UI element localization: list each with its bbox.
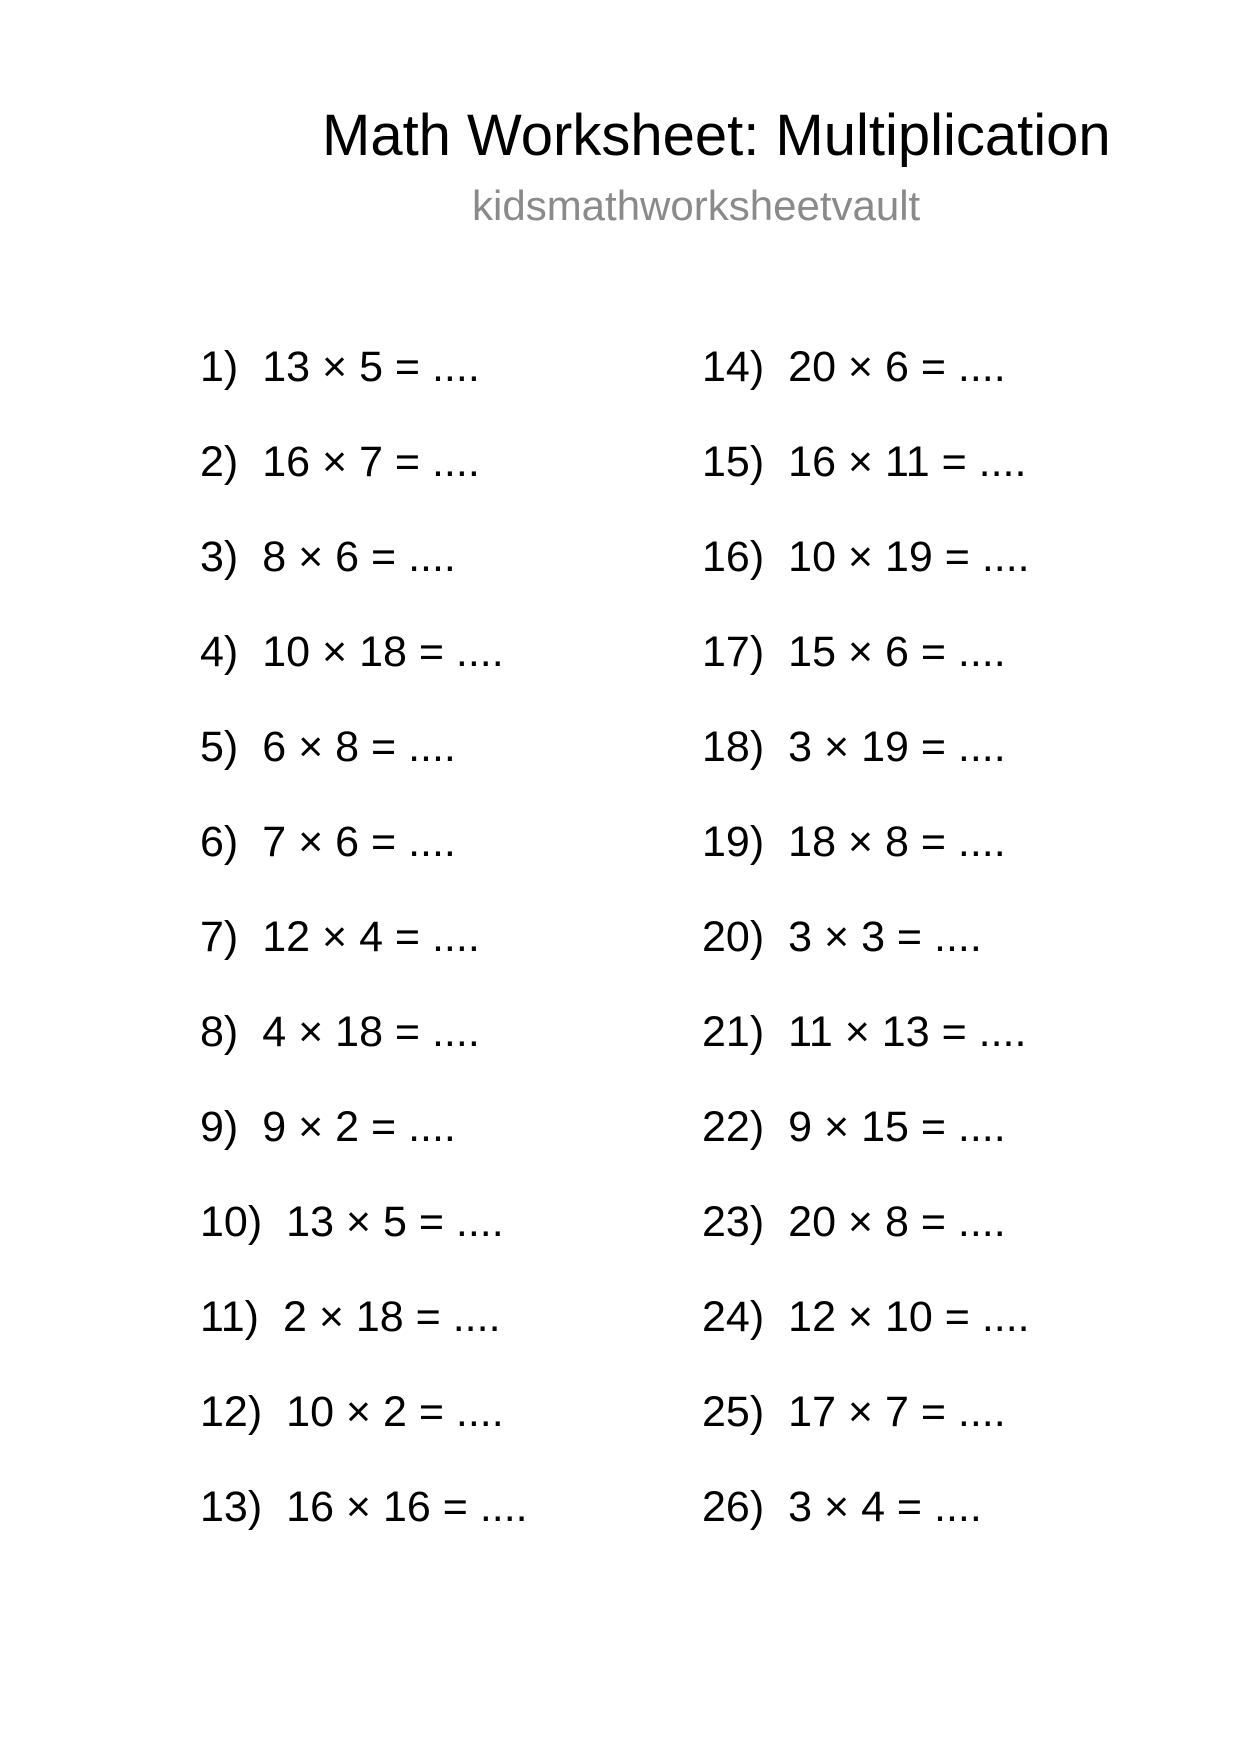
problem-item (200, 910, 660, 1005)
problem-item (702, 625, 1162, 720)
problem-item (702, 1290, 1162, 1385)
problem-expression: 16 × 11 = .... (788, 438, 1027, 486)
problem-item (200, 625, 660, 720)
problem-expression: 10 × 2 = .... (286, 1388, 504, 1436)
problem-expression: 15 × 6 = .... (788, 628, 1006, 676)
problem-item (200, 1385, 660, 1480)
problem-item (702, 720, 1162, 815)
problem-expression: 8 × 6 = .... (262, 533, 456, 581)
problem-number: 14) (702, 343, 765, 391)
worksheet-title: Math Worksheet: Multiplication (322, 103, 1111, 168)
problem-item (200, 1195, 660, 1290)
problem-item (702, 1195, 1162, 1290)
problem-number: 1) (200, 343, 239, 391)
problem-item (702, 435, 1162, 530)
problem-expression: 10 × 18 = .... (262, 628, 504, 676)
problem-item (200, 435, 660, 530)
problem-number: 7) (200, 913, 239, 961)
problem-expression: 3 × 19 = .... (788, 723, 1006, 771)
problem-item (200, 1290, 660, 1385)
problem-item (702, 530, 1162, 625)
problem-number: 21) (702, 1008, 765, 1056)
problem-item (200, 1100, 660, 1195)
problem-expression: 4 × 18 = .... (262, 1008, 480, 1056)
problem-item (702, 1385, 1162, 1480)
problem-number: 4) (200, 628, 239, 676)
problem-expression: 10 × 19 = .... (788, 533, 1030, 581)
worksheet-source: kidsmathworksheetvault (472, 182, 921, 229)
problem-expression: 17 × 7 = .... (788, 1388, 1006, 1436)
problem-number: 23) (702, 1198, 765, 1246)
problem-expression: 2 × 18 = .... (282, 1293, 501, 1341)
problem-item (702, 1480, 1162, 1575)
problem-expression: 6 × 8 = .... (262, 723, 456, 771)
problem-number: 12) (200, 1388, 263, 1436)
problem-expression: 13 × 5 = .... (262, 343, 480, 391)
problem-column-left (200, 340, 660, 1575)
problem-number: 10) (200, 1198, 263, 1246)
problem-number: 22) (702, 1103, 765, 1151)
problem-number: 17) (702, 628, 765, 676)
problem-number: 11) (200, 1293, 259, 1341)
problem-expression: 3 × 4 = .... (788, 1483, 982, 1531)
problem-number: 8) (200, 1008, 239, 1056)
problem-expression: 20 × 8 = .... (788, 1198, 1006, 1246)
problem-item (702, 1005, 1162, 1100)
problem-number: 3) (200, 533, 239, 581)
problem-expression: 20 × 6 = .... (788, 343, 1006, 391)
problem-expression: 18 × 8 = .... (788, 818, 1006, 866)
problem-item (200, 815, 660, 910)
problem-item (200, 340, 660, 435)
problem-expression: 9 × 2 = .... (262, 1103, 456, 1151)
problem-expression: 7 × 6 = .... (262, 818, 456, 866)
problem-expression: 9 × 15 = .... (788, 1103, 1006, 1151)
problem-number: 9) (200, 1103, 239, 1151)
problem-item (702, 910, 1162, 1005)
problem-number: 15) (702, 438, 765, 486)
problem-expression: 16 × 7 = .... (262, 438, 480, 486)
problem-number: 19) (702, 818, 765, 866)
problem-expression: 12 × 10 = .... (788, 1293, 1030, 1341)
problem-number: 18) (702, 723, 765, 771)
problem-item (702, 815, 1162, 910)
problem-expression: 11 × 13 = .... (788, 1008, 1027, 1056)
problem-item (200, 1480, 660, 1575)
problem-number: 2) (200, 438, 239, 486)
problem-number: 24) (702, 1293, 765, 1341)
problem-item (200, 530, 660, 625)
problem-item (702, 340, 1162, 435)
problem-item (200, 1005, 660, 1100)
problem-number: 26) (702, 1483, 765, 1531)
problem-item (200, 720, 660, 815)
problem-number: 6) (200, 818, 239, 866)
problem-number: 25) (702, 1388, 765, 1436)
problem-number: 13) (200, 1483, 263, 1531)
problem-number: 5) (200, 723, 239, 771)
problem-expression: 16 × 16 = .... (286, 1483, 528, 1531)
problem-number: 16) (702, 533, 765, 581)
problem-number: 20) (702, 913, 765, 961)
problem-expression: 13 × 5 = .... (286, 1198, 504, 1246)
problem-column-right (702, 340, 1162, 1575)
problem-item (702, 1100, 1162, 1195)
problem-expression: 3 × 3 = .... (788, 913, 982, 961)
problem-expression: 12 × 4 = .... (262, 913, 480, 961)
